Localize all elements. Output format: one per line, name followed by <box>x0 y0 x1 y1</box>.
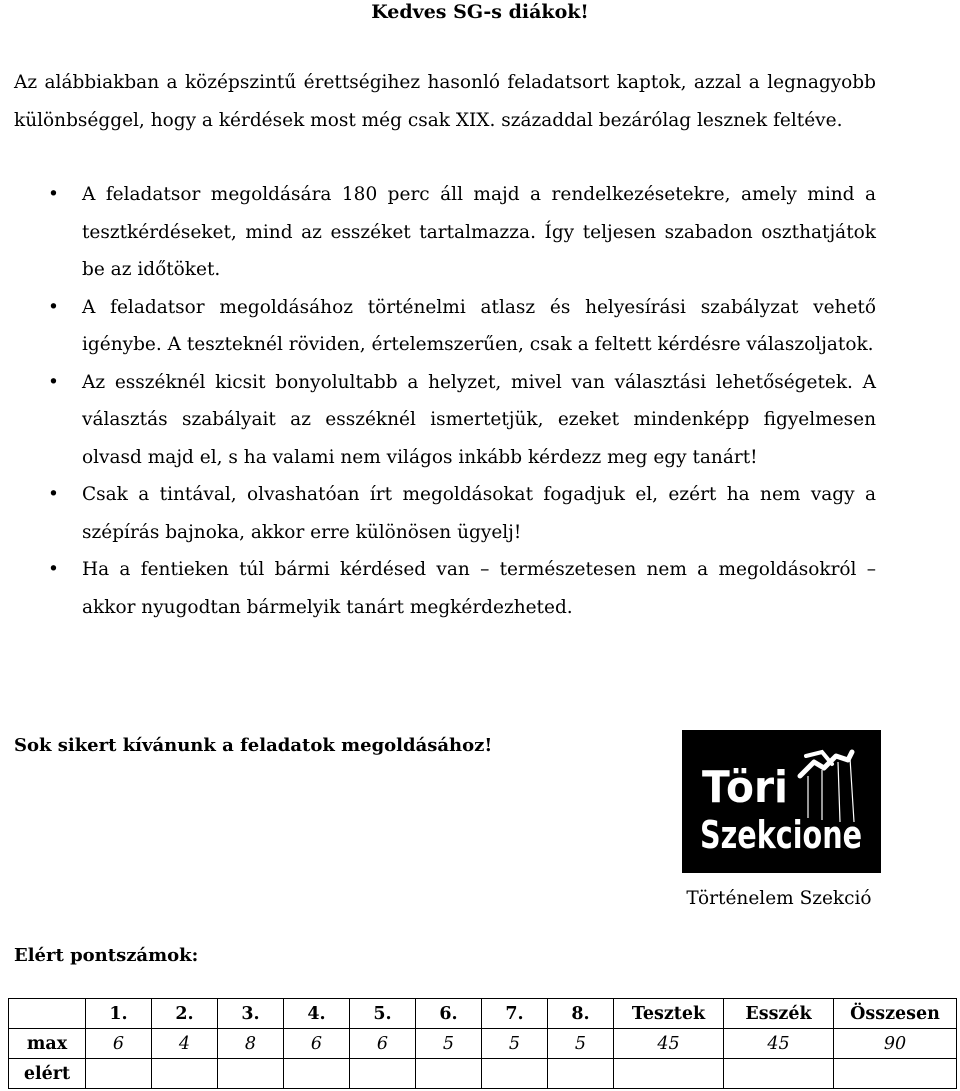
scores-table <box>8 998 957 1089</box>
header-cell: 6. <box>416 999 482 1029</box>
scores-label: Elért pontszámok: <box>14 945 199 966</box>
rule-text: Csak a tintával, olvashatóan írt megoldásokat fogadjuk el, ezért ha nem vagy a szépírás bajnoka, akkor erre különösen ügyelj! <box>82 484 876 543</box>
rule-text: A feladatsor megoldásához történelmi atlasz és helyesírási szabályzat vehető igénybe. A teszteknél röviden, értelemszerűen, csak a feltett kérdésre válaszoljatok. <box>82 296 876 355</box>
page-title: Kedves SG-s diákok! <box>371 1 589 23</box>
score-cell <box>548 1059 614 1089</box>
tori-szekcione-logo <box>682 730 881 873</box>
rule-item <box>14 289 876 364</box>
scores-header-row <box>9 999 957 1029</box>
rule-text: A feladatsor megoldására 180 perc áll majd a rendelkezésetekre, amely mind a tesztkérdéseket, mind az esszéket tartalmazza. Így teljesen szabadon oszthatjátok be az időtöket. <box>82 184 876 280</box>
intro-paragraph: Az alábbiakban a középszintű érettségihez hasonló feladatsort kaptok, azzal a legnagyobb különbséggel, hogy a kérdések most még csak XIX. századdal bezárólag lesznek feltéve. <box>14 72 876 131</box>
row-label: max <box>9 1029 86 1059</box>
score-cell <box>482 1059 548 1089</box>
rule-text: Az esszéknél kicsit bonyolultabb a helyzet, mivel van választási lehetőségetek. A választás szabályait az esszéknél ismertetjük, ezeket mindenképp figyelmesen olvasd majd el, s ha valami nem világos inkább kérdezz meg egy tanárt! <box>82 371 876 468</box>
score-cell <box>350 1059 416 1089</box>
header-cell: 2. <box>152 999 218 1029</box>
header-cell: 4. <box>284 999 350 1029</box>
scores-max-row <box>9 1029 957 1059</box>
header-cell <box>9 999 86 1029</box>
score-cell <box>152 1059 218 1089</box>
header-cell: 7. <box>482 999 548 1029</box>
header-cell: Összesen <box>834 999 957 1029</box>
header-cell: 5. <box>350 999 416 1029</box>
score-cell: 5 <box>548 1029 614 1059</box>
header-cell: 1. <box>86 999 152 1029</box>
header-cell: 3. <box>218 999 284 1029</box>
closing-message: Sok sikert kívánunk a feladatok megoldásához! <box>14 735 493 756</box>
header-cell: 8. <box>548 999 614 1029</box>
bullet-icon: • <box>48 484 59 505</box>
header-cell: Esszék <box>724 999 834 1029</box>
rule-item <box>14 176 876 289</box>
rule-item <box>14 364 876 477</box>
score-cell: 6 <box>350 1029 416 1059</box>
bullet-icon: • <box>48 296 59 318</box>
row-label: elért <box>9 1059 86 1089</box>
bullet-icon: • <box>48 371 59 393</box>
score-cell <box>614 1059 724 1089</box>
bullet-icon: • <box>48 184 59 205</box>
scores-achieved-row <box>9 1059 957 1089</box>
rule-item <box>14 551 876 626</box>
score-cell: 45 <box>724 1029 834 1059</box>
score-cell <box>416 1059 482 1089</box>
header-cell: Tesztek <box>614 999 724 1029</box>
logo-line2: Szekcione <box>700 813 862 857</box>
score-cell <box>724 1059 834 1089</box>
bullet-icon: • <box>48 559 59 580</box>
logo-line1: Töri <box>702 762 788 813</box>
rule-text: Ha a fentieken túl bármi kérdésed van – természetesen nem a megoldásokról – akkor nyugodtan bármelyik tanárt megkérdezheted. <box>82 559 876 618</box>
score-cell: 5 <box>482 1029 548 1059</box>
score-cell <box>834 1059 957 1089</box>
score-cell <box>284 1059 350 1089</box>
score-cell: 6 <box>86 1029 152 1059</box>
score-cell <box>218 1059 284 1089</box>
score-cell: 5 <box>416 1029 482 1059</box>
score-cell: 4 <box>152 1029 218 1059</box>
rules-list <box>14 176 876 626</box>
score-cell: 90 <box>834 1029 957 1059</box>
logo-caption: Történelem Szekció <box>686 888 872 909</box>
logo-graphic <box>682 730 881 873</box>
score-cell: 45 <box>614 1029 724 1059</box>
score-cell <box>86 1059 152 1089</box>
score-cell: 6 <box>284 1029 350 1059</box>
rule-item <box>14 476 876 551</box>
score-cell: 8 <box>218 1029 284 1059</box>
